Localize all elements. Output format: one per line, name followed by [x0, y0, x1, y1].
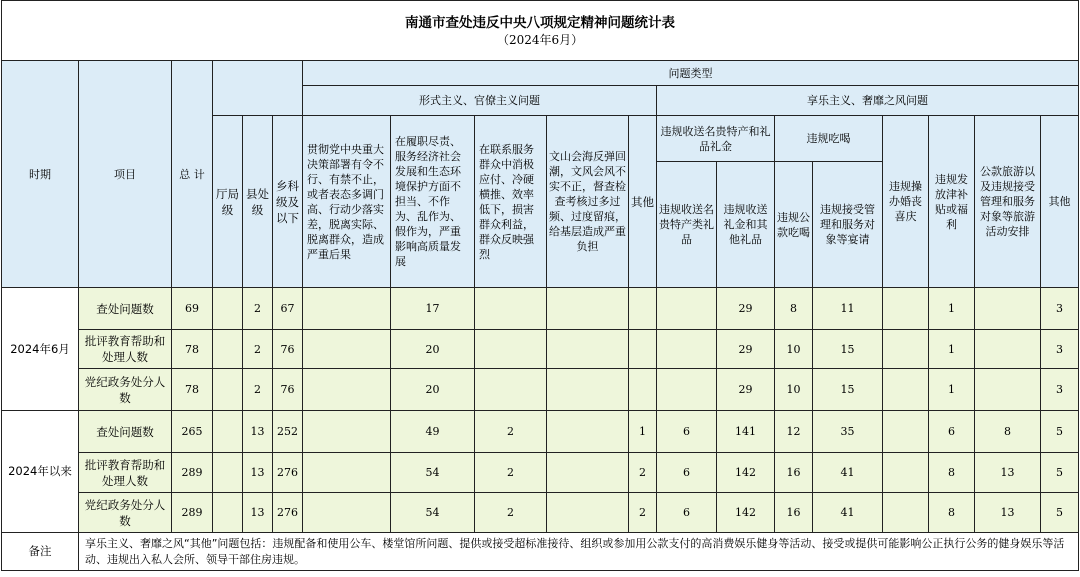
header-formalism: 形式主义、官僚主义问题 — [303, 86, 657, 116]
data-cell: 1 — [929, 288, 975, 330]
data-cell: 78 — [172, 330, 213, 369]
data-cell: 15 — [813, 330, 883, 369]
data-cell: 6 — [657, 411, 717, 453]
data-cell: 11 — [813, 288, 883, 330]
data-cell — [213, 411, 243, 453]
data-cell — [213, 453, 243, 493]
data-cell — [303, 493, 391, 533]
data-cell: 5 — [1041, 493, 1079, 533]
data-cell: 1 — [629, 411, 657, 453]
table-row — [2, 369, 1079, 411]
data-cell: 10 — [775, 330, 813, 369]
data-cell: 141 — [717, 411, 775, 453]
data-cell: 76 — [273, 369, 303, 411]
data-cell: 8 — [929, 493, 975, 533]
data-cell: 29 — [717, 369, 775, 411]
data-cell: 13 — [975, 493, 1041, 533]
header-hedonism: 享乐主义、奢靡之风问题 — [657, 86, 1079, 116]
data-cell: 289 — [172, 453, 213, 493]
data-cell — [883, 330, 929, 369]
header-item: 项目 — [79, 61, 172, 288]
table-row — [2, 288, 1079, 330]
data-cell: 54 — [391, 493, 475, 533]
title-row — [2, 1, 1079, 61]
data-cell — [475, 330, 547, 369]
data-cell — [547, 453, 629, 493]
header-xl-col-4: 其他 — [1041, 116, 1079, 288]
data-cell: 76 — [273, 330, 303, 369]
data-cell — [213, 493, 243, 533]
note-text: 享乐主义、奢靡之风“其他”问题包括：违规配备和使用公车、楼堂馆所问题、提供或接受超标准接待、组织或参加用公款支付的高消费娱乐健身等活动、接受或提供可能影响公正执行公务的健身娱乐等活动、违规出入私人会所、领导干部住房违规。 — [79, 533, 1079, 571]
data-cell — [213, 330, 243, 369]
data-cell — [213, 288, 243, 330]
header-level-blank — [213, 61, 303, 116]
data-cell: 12 — [775, 411, 813, 453]
note-row — [2, 533, 1079, 571]
data-cell — [475, 288, 547, 330]
data-cell: 69 — [172, 288, 213, 330]
data-cell: 142 — [717, 493, 775, 533]
data-cell: 8 — [975, 411, 1041, 453]
header-xs-col-5: 其他 — [629, 116, 657, 288]
data-cell: 54 — [391, 453, 475, 493]
data-cell: 289 — [172, 493, 213, 533]
data-cell: 6 — [657, 453, 717, 493]
data-cell: 13 — [975, 453, 1041, 493]
data-cell: 5 — [1041, 411, 1079, 453]
row-label: 党纪政务处分人数 — [79, 493, 172, 533]
data-cell: 2 — [475, 453, 547, 493]
note-label: 备注 — [2, 533, 79, 571]
header-gift-col-2: 违规收送礼金和其他礼品 — [717, 162, 775, 288]
header-eat-group: 违规吃喝 — [775, 116, 883, 162]
data-cell — [303, 411, 391, 453]
data-cell: 16 — [775, 453, 813, 493]
data-cell — [883, 493, 929, 533]
data-cell — [629, 330, 657, 369]
header-eat-col-2: 违规接受管理和服务对象等宴请 — [813, 162, 883, 288]
table-title: 南通市查处违反中央八项规定精神问题统计表 — [405, 14, 676, 31]
data-cell: 41 — [813, 493, 883, 533]
data-cell: 41 — [813, 453, 883, 493]
header-problem-types: 问题类型 — [303, 61, 1079, 86]
data-cell — [213, 369, 243, 411]
row-label: 党纪政务处分人数 — [79, 369, 172, 411]
data-cell: 5 — [1041, 453, 1079, 493]
data-cell: 20 — [391, 330, 475, 369]
data-cell — [303, 369, 391, 411]
data-cell: 2 — [629, 453, 657, 493]
table-subtitle: （2024年6月） — [496, 32, 584, 47]
data-cell — [657, 369, 717, 411]
data-cell: 3 — [1041, 369, 1079, 411]
data-cell — [975, 288, 1041, 330]
data-cell: 17 — [391, 288, 475, 330]
table-row — [2, 453, 1079, 493]
header-xian: 县处级 — [243, 116, 273, 288]
data-cell: 67 — [273, 288, 303, 330]
period-cell: 2024年6月 — [2, 288, 79, 411]
data-cell — [303, 288, 391, 330]
data-cell: 29 — [717, 288, 775, 330]
statistics-table — [1, 0, 1079, 571]
data-cell: 1 — [929, 330, 975, 369]
period-cell: 2024年以来 — [2, 411, 79, 533]
data-cell — [547, 330, 629, 369]
data-cell — [657, 330, 717, 369]
data-cell — [547, 411, 629, 453]
row-label: 查处问题数 — [79, 411, 172, 453]
data-cell — [475, 369, 547, 411]
data-cell: 49 — [391, 411, 475, 453]
data-cell: 276 — [273, 453, 303, 493]
data-cell: 10 — [775, 369, 813, 411]
data-cell: 3 — [1041, 288, 1079, 330]
data-cell: 2 — [243, 369, 273, 411]
data-cell: 265 — [172, 411, 213, 453]
header-gift-group: 违规收送名贵特产和礼品礼金 — [657, 116, 775, 162]
header-period: 时期 — [2, 61, 79, 288]
data-cell: 35 — [813, 411, 883, 453]
data-cell: 2 — [475, 411, 547, 453]
header-gift-col-1: 违规收送名贵特产类礼品 — [657, 162, 717, 288]
title-cell — [2, 1, 1079, 61]
data-cell: 29 — [717, 330, 775, 369]
data-cell: 13 — [243, 453, 273, 493]
header-xl-col-1: 违规操办婚丧喜庆 — [883, 116, 929, 288]
data-cell: 13 — [243, 411, 273, 453]
data-cell: 2 — [475, 493, 547, 533]
data-cell: 8 — [929, 453, 975, 493]
data-cell — [883, 369, 929, 411]
header-xs-col-1: 贯彻党中央重大决策部署有令不行、有禁不止，或者表态多调门高、行动少落实差，脱离实际、脱离群众，造成严重后果 — [303, 116, 391, 288]
header-total: 总 计 — [172, 61, 213, 288]
data-cell: 142 — [717, 453, 775, 493]
data-cell: 8 — [775, 288, 813, 330]
data-cell — [303, 453, 391, 493]
data-cell: 6 — [929, 411, 975, 453]
table-row — [2, 330, 1079, 369]
data-cell — [883, 288, 929, 330]
data-cell — [657, 288, 717, 330]
data-cell — [547, 369, 629, 411]
data-cell: 16 — [775, 493, 813, 533]
data-cell — [303, 330, 391, 369]
table-row — [2, 493, 1079, 533]
header-row-1 — [2, 61, 1079, 86]
header-xl-col-3: 公款旅游以及违规接受管理和服务对象等旅游活动安排 — [975, 116, 1041, 288]
data-cell — [883, 453, 929, 493]
data-cell: 252 — [273, 411, 303, 453]
data-cell — [883, 411, 929, 453]
header-xs-col-2: 在履职尽责、服务经济社会发展和生态环境保护方面不担当、不作为、乱作为、假作为，严重影响高质量发展 — [391, 116, 475, 288]
data-body — [2, 288, 1079, 533]
data-cell — [547, 493, 629, 533]
header-xs-col-3: 在联系服务群众中消极应付、冷硬横推、效率低下，损害群众利益，群众反映强烈 — [475, 116, 547, 288]
header-eat-col-1: 违规公款吃喝 — [775, 162, 813, 288]
data-cell — [629, 288, 657, 330]
data-cell — [975, 330, 1041, 369]
row-label: 查处问题数 — [79, 288, 172, 330]
data-cell: 276 — [273, 493, 303, 533]
header-xl-col-2: 违规发放津补贴或福利 — [929, 116, 975, 288]
row-label: 批评教育帮助和处理人数 — [79, 330, 172, 369]
data-cell: 15 — [813, 369, 883, 411]
header-ting: 厅局级 — [213, 116, 243, 288]
data-cell: 1 — [929, 369, 975, 411]
data-cell: 13 — [243, 493, 273, 533]
data-cell: 2 — [629, 493, 657, 533]
data-cell — [975, 369, 1041, 411]
data-cell: 78 — [172, 369, 213, 411]
data-cell — [547, 288, 629, 330]
data-cell: 20 — [391, 369, 475, 411]
header-xiang: 乡科级及以下 — [273, 116, 303, 288]
row-label: 批评教育帮助和处理人数 — [79, 453, 172, 493]
data-cell — [629, 369, 657, 411]
data-cell: 6 — [657, 493, 717, 533]
data-cell: 3 — [1041, 330, 1079, 369]
table-row — [2, 411, 1079, 453]
data-cell: 2 — [243, 288, 273, 330]
header-xs-col-4: 文山会海反弹回潮，文风会风不实不正，督查检查考核过多过频、过度留痕，给基层造成严重负担 — [547, 116, 629, 288]
data-cell: 2 — [243, 330, 273, 369]
